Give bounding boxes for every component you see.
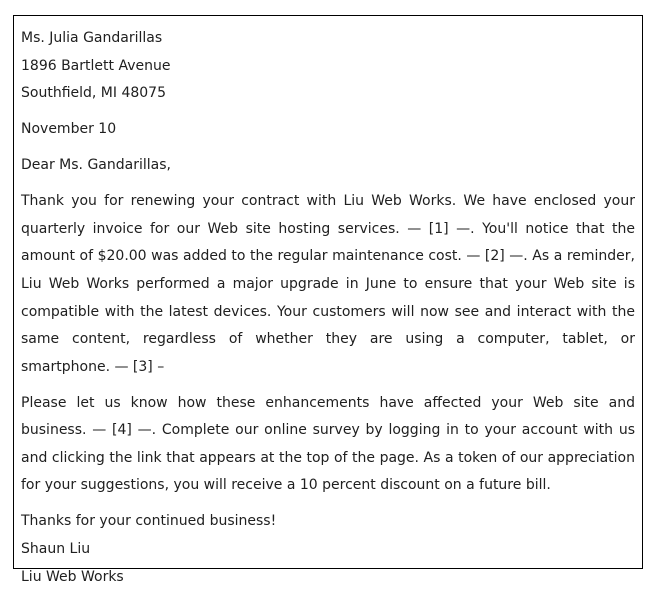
salutation-block: [21, 152, 635, 180]
closing-line: Thanks for your continued business!: [21, 513, 277, 530]
closing-block: [21, 508, 635, 591]
letter-date-block: [21, 116, 635, 144]
body-paragraph-2-block: [21, 390, 635, 500]
signer-company: Liu Web Works: [21, 568, 124, 585]
body-paragraph-2: Please let us know how these enhancements have affected your Web site and business. — [4] —. Complete our online survey by logging in to your account with us and clicking the link that appears at the top of the page. As a token of our appreciation for your suggestions, you will receive a 10 percent discount on a future bill.: [21, 394, 635, 494]
recipient-address: [21, 25, 635, 108]
recipient-city: Southfield, MI 48075: [21, 85, 166, 102]
recipient-street: 1896 Bartlett Avenue: [21, 57, 171, 74]
body-paragraph-1-block: [21, 188, 635, 381]
signer-name: Shaun Liu: [21, 541, 91, 558]
salutation: Dear Ms. Gandarillas,: [21, 157, 171, 174]
letter-frame: [13, 15, 643, 585]
recipient-name: Ms. Julia Gandarillas: [21, 30, 163, 46]
body-paragraph-1: Thank you for renewing your contract with Liu Web Works. We have enclosed your quarterly invoice for our Web site hosting services. — [1] —. You'll notice that the amount of $20.00 was added to the regular maintenance cost. — [2] —. As a reminder, Liu Web Works performed a major upgrade in June to ensure that your Web site is compatible with the latest devices. Your customers will now see and interact with the same content, regardless of whether they are using a computer, tablet, or smartphone. — [3] –: [21, 193, 635, 375]
letter-date: November 10: [21, 121, 117, 138]
